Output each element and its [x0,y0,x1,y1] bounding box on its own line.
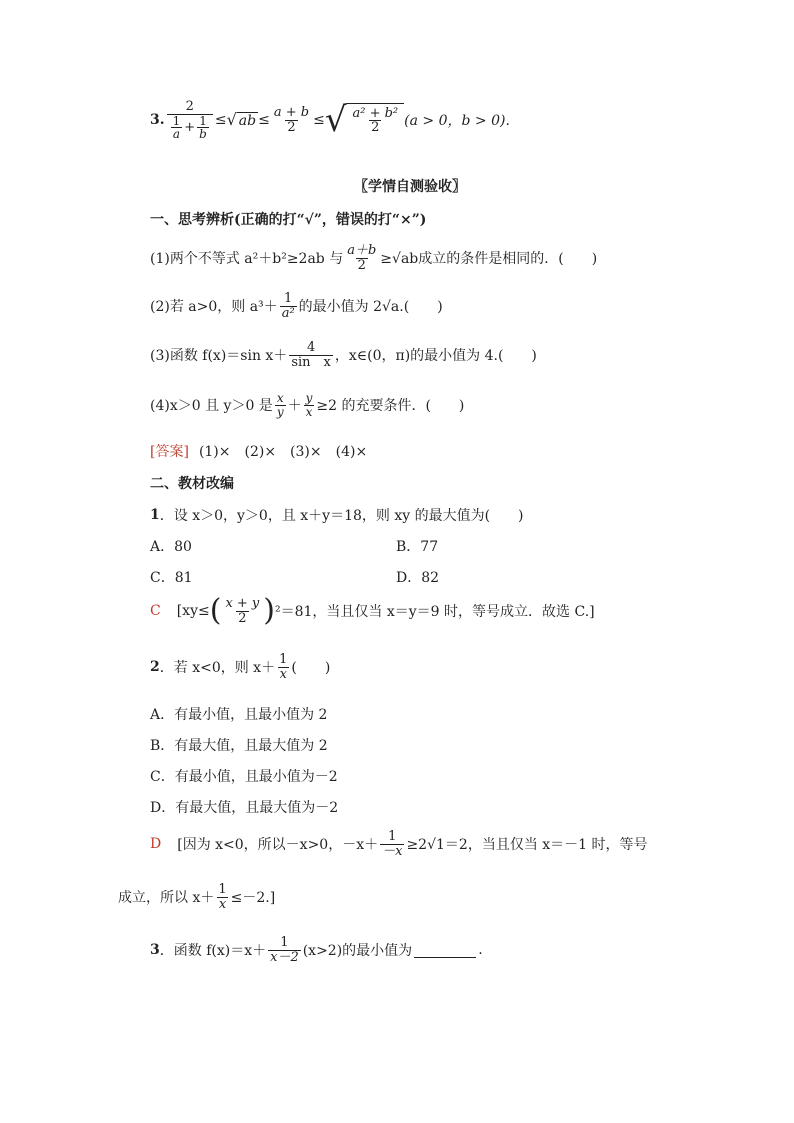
q2-stem: 2 ．若 x<0，则 x＋ $\frac{1}{x}$ ( ) [150,652,331,682]
q2-answer-letter: D [150,836,162,853]
judge-answer: [答案] (1)× (2)× (3)× (4)× [150,441,367,461]
judge-q3: (3)函数 f(x)＝sin x＋ $\frac{4}{\text{sin x}}$ ，x∈(0，π)的最小值为 4.( ) [150,340,537,370]
answer-label: [答案] [150,444,189,460]
answer-blank[interactable] [414,943,476,958]
q2-option-c: C．有最小值，且最小值为－2 [150,769,338,785]
judge-q1: (1)两个不等式 a²＋b²≥2ab 与 $\frac{a+b}{2}$ ≥√ab成立的条件是相同的．( ) [150,243,598,273]
arithmetic-mean-fraction: $\frac{a + b}{2}$ [273,105,310,135]
section-title: 〖学情自测验收〗 [354,179,466,195]
part1-heading: 一、思考辨析(正确的打“√”，错误的打“×”) [150,212,427,228]
quadratic-mean-sqrt: √ $\frac{\text{a² + b²}}{2}$ [325,103,404,137]
sqrt-ab: √ ab [226,109,257,129]
q2-option-d: D．有最大值，且最大值为－2 [150,800,339,816]
q2-option-b: B．有最大值，且最大值为 2 [150,738,328,754]
formula-number: 3. [150,112,165,129]
judge-q2: (2)若 a>0，则 a³＋ $\frac{1}{\text{a²}}$ 的最小值为 2√a.( ) [150,291,443,321]
q1-answer: C [xy≤ ( $\frac{x + y}{2}$ ) ²＝81，当且仅当 x＝y＝9 时，等号成立．故选 C.] [150,593,595,628]
q1-answer-letter: C [150,603,161,619]
q2-option-a: A．有最小值，且最小值为 2 [150,707,328,723]
top-formula: 3. 2 $\frac{1}{a}$ + $\frac{1}{b}$ ≤ √ ab ≤ $\frac{a + b}{2}$ ≤ √ $\frac{\text{a² + b²}}{2}$ (a > 0，b > 0). [150,99,510,142]
q1-option-c: C．81 [150,570,193,586]
q1-option-b: B．77 [396,539,439,555]
formula-condition: (a > 0，b > 0). [404,113,510,130]
harmonic-mean-fraction: 2 $\frac{1}{a}$ + $\frac{1}{b}$ [167,100,213,141]
q1-option-a: A．80 [150,539,192,555]
part2-heading: 二、教材改编 [150,476,234,492]
q2-answer-continued: 成立，所以 x＋ $\frac{1}{x}$ ≤－2.] [118,882,276,912]
q1-option-d: D．82 [396,570,440,586]
q3-stem: 3 ．函数 f(x)＝x＋ $\frac{1}{x-2}$ (x>2)的最小值为 . [150,935,483,965]
q2-answer: D [因为 x<0，所以－x>0，－x＋ $\frac{1}{-x}$ ≥2√1＝2，当且仅当 x＝－1 时，等号 [150,829,648,859]
q1-stem: 1 ．设 x＞0，y＞0，且 x＋y＝18，则 xy 的最大值为( ) [150,507,524,524]
judge-q4: (4)x＞0 且 y＞0 是 $\frac{x}{y}$ ＋ $\frac{y}{x}$ ≥2 的充要条件．( ) [150,391,465,419]
